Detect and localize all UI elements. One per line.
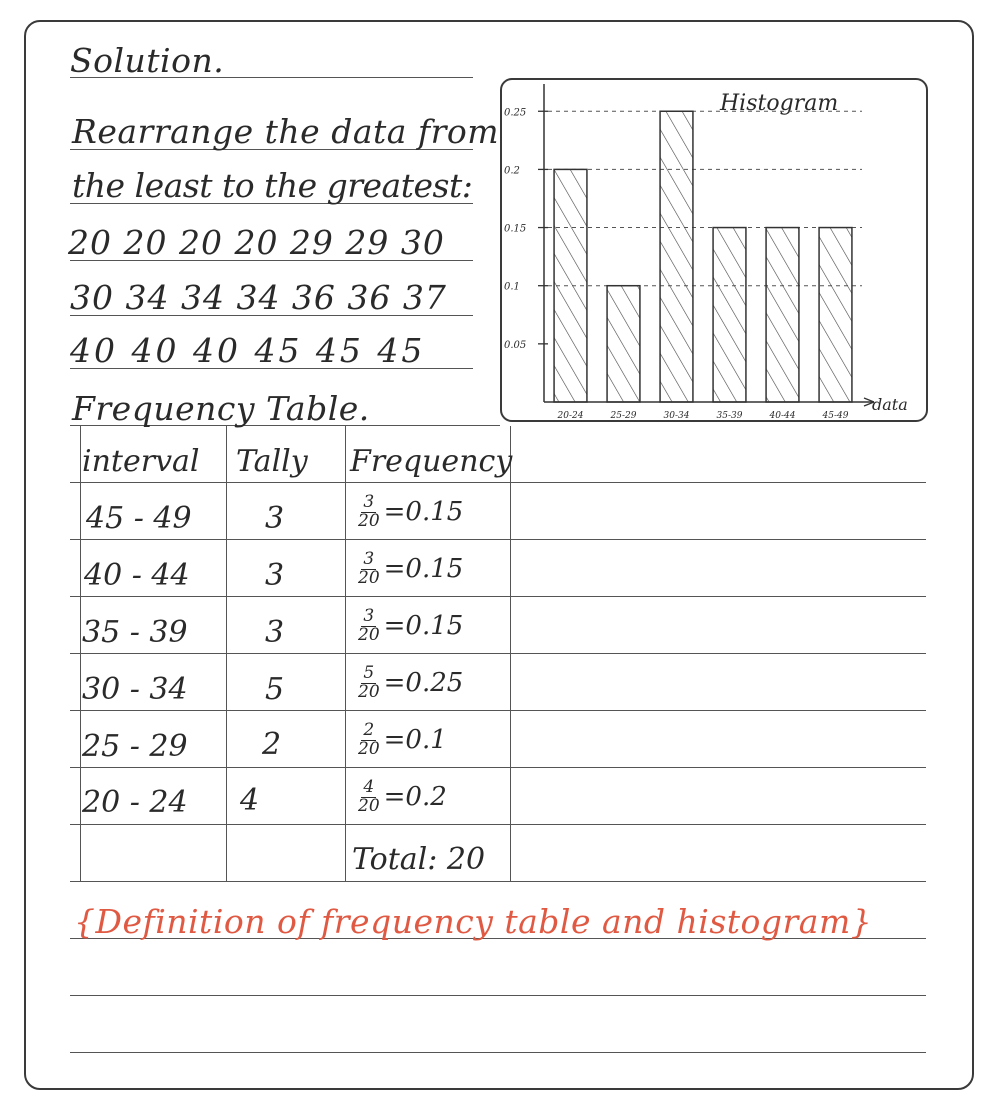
cell-interval: 35 - 39 <box>82 615 188 650</box>
data-line: 30 34 34 34 36 36 37 <box>70 278 447 317</box>
header-frequency: Frequency <box>350 444 513 479</box>
table-total: Total: 20 <box>352 842 486 877</box>
cell-frequency <box>358 722 447 759</box>
x-tick-label: 25-29 <box>610 411 637 421</box>
frac-numerator: 2 <box>363 720 375 740</box>
cell-tally: 3 <box>265 615 285 650</box>
ruled-line <box>70 881 926 882</box>
y-tick-label: 0.1 <box>504 281 520 293</box>
frac-numerator: 3 <box>363 606 375 626</box>
y-tick-label: 0.05 <box>504 339 527 351</box>
histogram-bar <box>713 228 746 402</box>
cell-tally: 3 <box>265 501 285 536</box>
frac-numerator: 3 <box>363 549 375 569</box>
ruled-line <box>70 596 926 597</box>
solution-heading: Solution. <box>70 41 225 80</box>
frac-numerator: 4 <box>363 777 375 797</box>
header-tally: Tally <box>236 444 308 479</box>
histogram-bar <box>607 286 640 402</box>
cell-frequency <box>358 665 463 702</box>
frac-denominator: 20 <box>358 567 380 588</box>
definition-note: {Definition of frequency table and histogram} <box>74 902 873 941</box>
x-tick-label: 30-34 <box>663 411 690 421</box>
cell-tally: 4 <box>240 783 260 818</box>
frac-numerator: 3 <box>363 492 375 512</box>
frac-result: =0.2 <box>383 782 447 813</box>
cell-interval: 30 - 34 <box>82 672 188 707</box>
frac-denominator: 20 <box>358 510 380 531</box>
cell-interval: 20 - 24 <box>82 785 188 820</box>
ruled-line <box>70 1052 926 1053</box>
table-divider <box>510 426 511 881</box>
frac-result: =0.15 <box>383 497 464 528</box>
table-divider <box>345 426 346 881</box>
frac-numerator: 5 <box>363 663 375 683</box>
cell-tally: 2 <box>262 727 282 762</box>
cell-frequency <box>358 551 463 588</box>
ruled-line <box>70 539 926 540</box>
x-tick-label: 45-49 <box>822 411 849 421</box>
solution-line: the least to the greatest: <box>72 166 473 205</box>
x-tick-label: 20-24 <box>557 411 584 421</box>
chart-title: Histogram <box>720 91 839 116</box>
ruled-line <box>70 710 926 711</box>
data-line: 40 40 40 45 45 45 <box>70 331 426 370</box>
frac-denominator: 20 <box>358 738 380 759</box>
header-interval: interval <box>82 444 200 479</box>
cell-tally: 3 <box>265 558 285 593</box>
histogram-chart <box>500 78 928 422</box>
frac-denominator: 20 <box>358 624 380 645</box>
cell-interval: 40 - 44 <box>84 558 190 593</box>
table-divider <box>80 426 81 881</box>
frac-result: =0.1 <box>383 725 447 756</box>
histogram-bar <box>766 228 799 402</box>
frac-result: =0.25 <box>383 668 464 699</box>
ruled-line <box>70 482 926 483</box>
x-tick-label: 35-39 <box>716 411 743 421</box>
table-divider <box>226 426 227 881</box>
x-tick-label: 40-44 <box>769 411 796 421</box>
cell-interval: 45 - 49 <box>86 501 192 536</box>
cell-frequency <box>358 608 463 645</box>
histogram-svg <box>502 80 930 424</box>
ruled-line <box>70 995 926 996</box>
histogram-bar <box>660 111 693 402</box>
bars-layer <box>554 111 852 402</box>
ruled-line <box>70 824 926 825</box>
frac-denominator: 20 <box>358 681 380 702</box>
solution-line: Rearrange the data from <box>72 112 500 151</box>
ruled-line <box>70 653 926 654</box>
y-tick-label: 0.15 <box>504 223 527 235</box>
y-tick-label: 0.25 <box>504 107 527 119</box>
frac-result: =0.15 <box>383 554 464 585</box>
frac-result: =0.15 <box>383 611 464 642</box>
ruled-line <box>70 767 926 768</box>
frac-denominator: 20 <box>358 795 380 816</box>
x-axis-label: data <box>872 395 908 414</box>
cell-frequency <box>358 494 463 531</box>
cell-interval: 25 - 29 <box>82 729 188 764</box>
table-title: Frequency Table. <box>72 389 370 428</box>
histogram-bar <box>819 228 852 402</box>
cell-frequency <box>358 779 447 816</box>
cell-tally: 5 <box>265 672 285 707</box>
histogram-bar <box>554 169 587 402</box>
data-line: 20 20 20 20 29 29 30 <box>68 223 445 262</box>
y-tick-label: 0.2 <box>504 165 520 177</box>
